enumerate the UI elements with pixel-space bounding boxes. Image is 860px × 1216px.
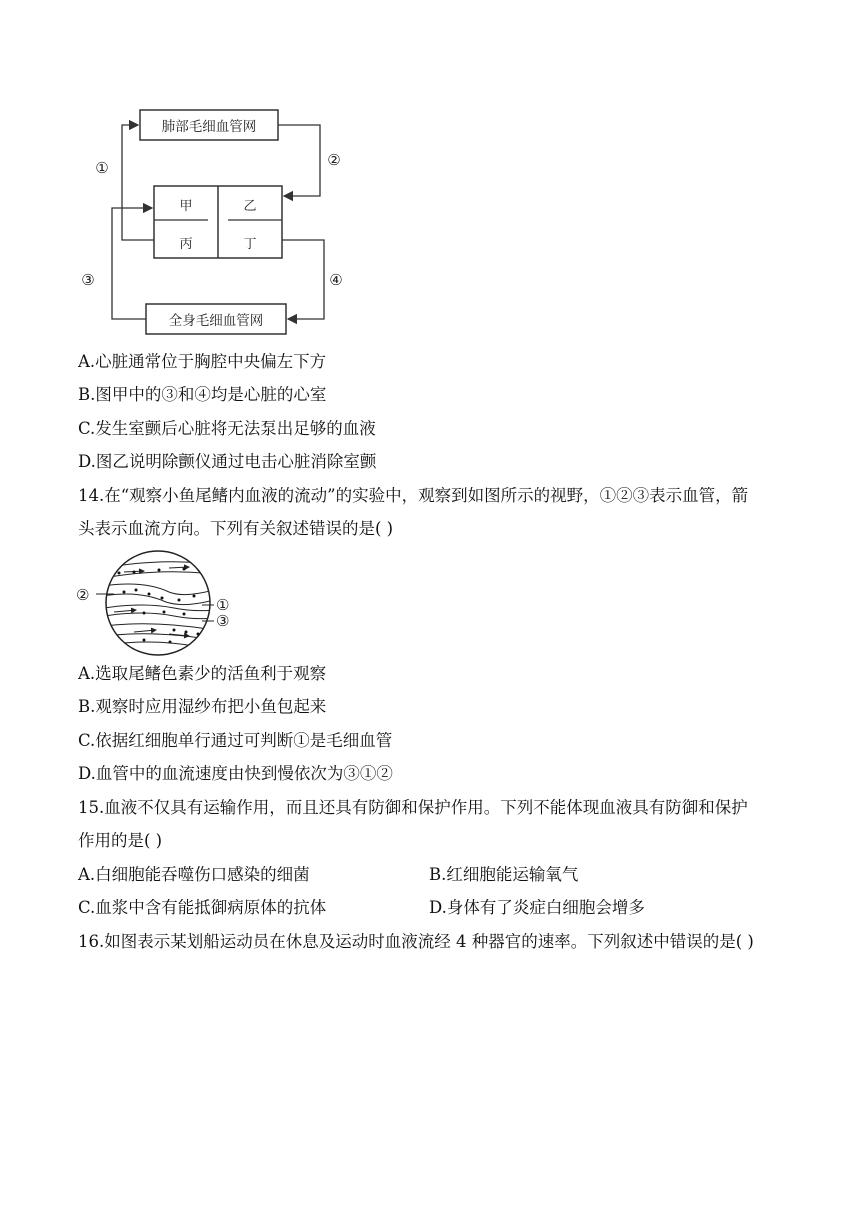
q15-option-c: C.血浆中含有能抵御病原体的抗体 xyxy=(78,898,327,917)
q14-option-b: B.观察时应用湿纱布把小鱼包起来 xyxy=(78,697,327,716)
chamber-bing: 丙 xyxy=(179,237,193,252)
marker-4: ④ xyxy=(329,271,343,289)
chamber-yi: 乙 xyxy=(243,199,257,214)
q14-option-d: D.血管中的血流速度由快到慢依次为③①② xyxy=(78,764,393,783)
vessel-4 xyxy=(282,240,324,319)
fig-label-3: ③ xyxy=(216,612,230,630)
circulation-diagram xyxy=(70,98,370,348)
lung-capillary-label: 肺部毛细血管网 xyxy=(161,119,257,135)
marker-2: ② xyxy=(327,151,341,169)
vessel-3 xyxy=(112,208,152,319)
q15-option-d: D.身体有了炎症白细胞会增多 xyxy=(429,898,645,917)
chamber-jia: 甲 xyxy=(179,199,193,214)
q13-option-c: C.发生室颤后心脏将无法泵出足够的血液 xyxy=(78,419,376,438)
q15-option-a: A.白细胞能吞噬伤口感染的细菌 xyxy=(78,865,310,884)
vessel-2 xyxy=(278,125,320,196)
q15-option-b: B.红细胞能运输氧气 xyxy=(429,865,579,884)
microscope-view-figure xyxy=(74,550,244,660)
q13-option-d: D.图乙说明除颤仪通过电击心脏消除室颤 xyxy=(78,452,377,471)
q13-option-a: A.心脏通常位于胸腔中央偏左下方 xyxy=(78,352,327,371)
q14-option-c: C.依据红细胞单行通过可判断①是毛细血管 xyxy=(78,731,393,750)
q15-stem-line1: 15.血液不仅具有运输作用，而且还具有防御和保护作用。下列不能体现血液具有防御和保护 xyxy=(78,798,748,817)
fig-label-2: ② xyxy=(76,586,90,604)
marker-3: ③ xyxy=(81,271,95,289)
body-capillary-label: 全身毛细血管网 xyxy=(168,313,264,329)
marker-1: ① xyxy=(95,159,109,177)
field-of-view xyxy=(106,551,210,655)
q14-stem-line2: 头表示血流方向。下列有关叙述错误的是( ) xyxy=(78,519,394,538)
q14-stem-line1: 14.在“观察小鱼尾鳍内血液的流动”的实验中，观察到如图所示的视野，①②③表示血管，箭 xyxy=(78,486,749,505)
q15-stem-line2: 作用的是( ) xyxy=(78,831,163,850)
fig-label-1: ① xyxy=(216,596,230,614)
q13-option-b: B.图甲中的③和④均是心脏的心室 xyxy=(78,385,327,404)
q14-option-a: A.选取尾鳍色素少的活鱼利于观察 xyxy=(78,664,327,683)
chamber-ding: 丁 xyxy=(243,237,257,252)
q16-stem: 16.如图表示某划船运动员在休息及运动时血液流经 4 种器官的速率。下列叙述中错误的是( ) xyxy=(78,932,754,951)
vessel-1 xyxy=(122,125,154,240)
